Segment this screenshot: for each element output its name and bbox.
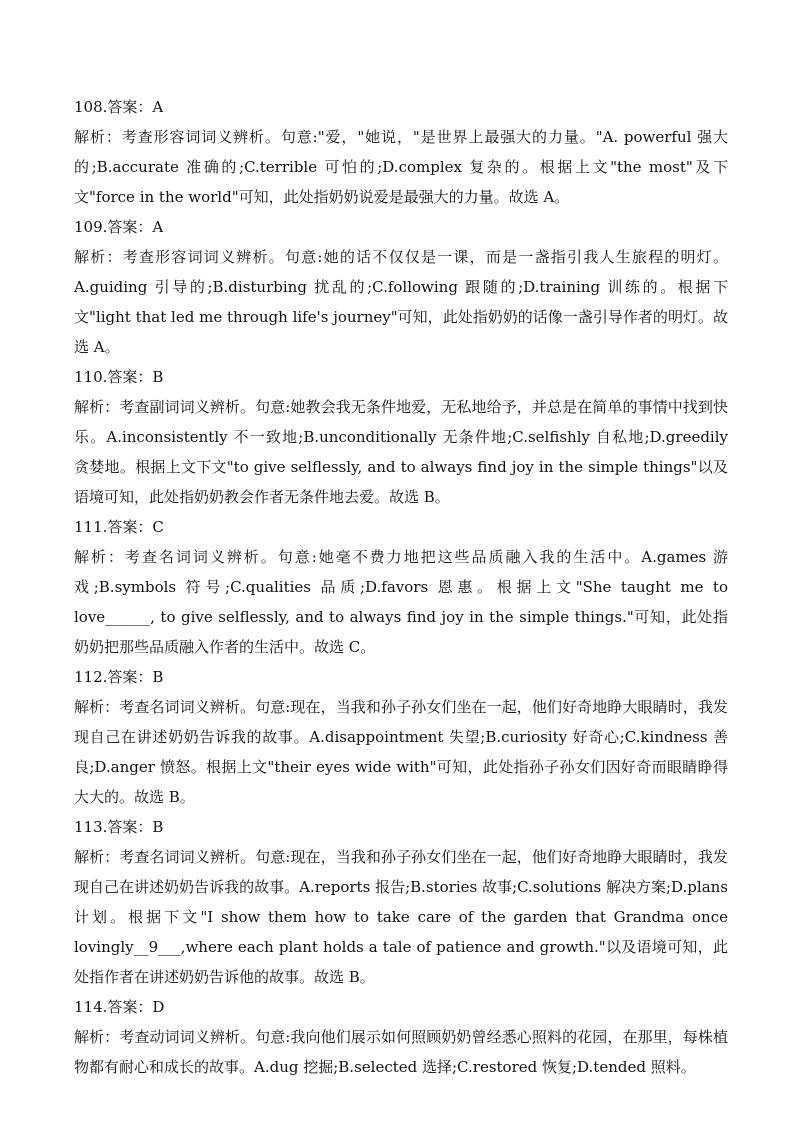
answer-line: 110.答案：B bbox=[74, 368, 164, 386]
answer-entry-111 bbox=[74, 512, 728, 662]
answer-line: 108.答案：A bbox=[74, 98, 164, 116]
answer-entry-110 bbox=[74, 362, 728, 512]
analysis-paragraph: 解析：考查动词词义辨析。句意:我向他们展示如何照顾奶奶曾经悉心照料的花园，在那里，每株植物都有耐心和成长的故事。A.dug 挖掘;B.selected 选择;C.restored 恢复;D.tended 照料。 bbox=[74, 1028, 728, 1076]
answer-key-page bbox=[74, 92, 728, 1082]
analysis-paragraph: 解析：考查名词词义辨析。句意:她毫不费力地把这些品质融入我的生活中。A.games 游戏;B.symbols 符号;C.qualities 品质;D.favors 恩惠。根据上文"She taught me to love______, to give selflessly, and to always find joy in the simple things."可知，此处指奶奶把那些品质融入作者的生活中。故选 C。 bbox=[74, 548, 728, 656]
answer-entry-112 bbox=[74, 662, 728, 812]
analysis-paragraph: 解析：考查副词词义辨析。句意:她教会我无条件地爱，无私地给予，并总是在简单的事情中找到快乐。A.inconsistently 不一致地;B.unconditionally 无条件地;C.selfishly 自私地;D.greedily 贪婪地。根据上文下文"to give selflessly, and to always find joy in the simple things"以及语境可知，此处指奶奶教会作者无条件地去爱。故选 B。 bbox=[74, 398, 728, 506]
analysis-paragraph: 解析：考查形容词词义辨析。句意:她的话不仅仅是一课，而是一盏指引我人生旅程的明灯。A.guiding 引导的;B.disturbing 扰乱的;C.following 跟随的;D.training 训练的。根据下文"light that led me through life's journey"可知，此处指奶奶的话像一盏引导作者的明灯。故选 A。 bbox=[74, 248, 728, 356]
analysis-paragraph: 解析：考查名词词义辨析。句意:现在，当我和孙子孙女们坐在一起，他们好奇地睁大眼睛时，我发现自己在讲述奶奶告诉我的故事。A.reports 报告;B.stories 故事;C.solutions 解决方案;D.plans 计划。根据下文"I show them how to take care of the garden that Grandma once lovingly__9___,where each plant holds a tale of patience and growth."以及语境可知，此处指作者在讲述奶奶告诉他的故事。故选 B。 bbox=[74, 848, 728, 986]
answer-entry-109 bbox=[74, 212, 728, 362]
answer-line: 114.答案：D bbox=[74, 998, 165, 1016]
analysis-paragraph: 解析：考查形容词词义辨析。句意:"爱，"她说，"是世界上最强大的力量。"A. powerful 强大的;B.accurate 准确的;C.terrible 可怕的;D.complex 复杂的。根据上文"the most"及下文"force in the world"可知，此处指奶奶说爱是最强大的力量。故选 A。 bbox=[74, 128, 728, 206]
answer-line: 113.答案：B bbox=[74, 818, 164, 836]
answer-entry-108 bbox=[74, 92, 728, 212]
analysis-paragraph: 解析：考查名词词义辨析。句意:现在，当我和孙子孙女们坐在一起，他们好奇地睁大眼睛时，我发现自己在讲述奶奶告诉我的故事。A.disappointment 失望;B.curiosity 好奇心;C.kindness 善良;D.anger 愤怒。根据上文"their eyes wide with"可知，此处指孙子孙女们因好奇而眼睛睁得大大的。故选 B。 bbox=[74, 698, 728, 806]
answer-entry-114 bbox=[74, 992, 728, 1082]
answer-entry-113 bbox=[74, 812, 728, 992]
answer-line: 112.答案：B bbox=[74, 668, 164, 686]
answer-line: 111.答案：C bbox=[74, 518, 164, 536]
answer-line: 109.答案：A bbox=[74, 218, 164, 236]
